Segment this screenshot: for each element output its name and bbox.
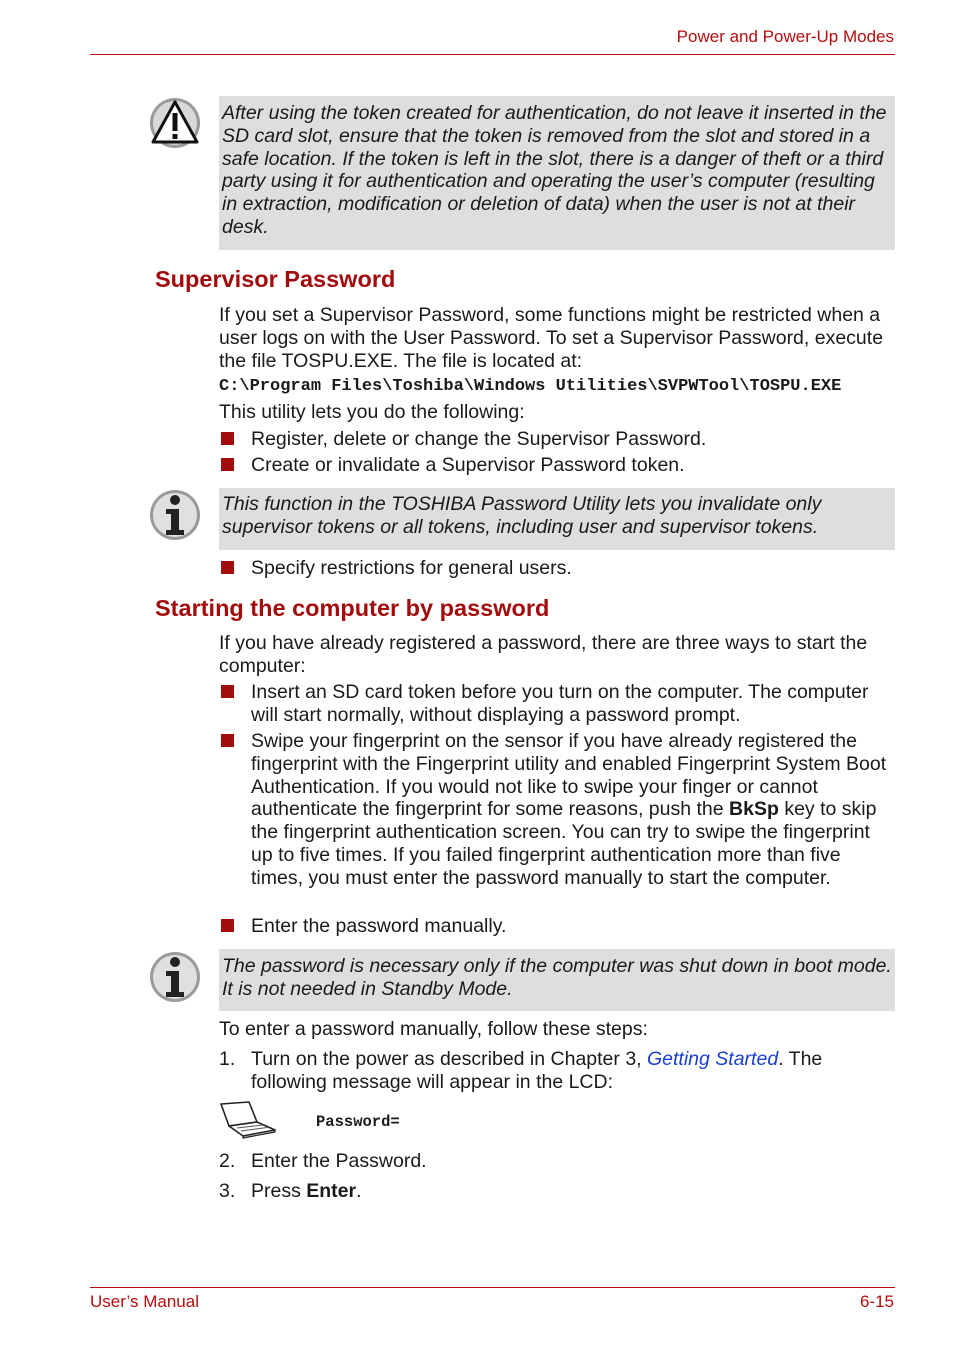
- footer-manual-title: User’s Manual: [90, 1292, 199, 1311]
- list-item: Register, delete or change the Supervisor Password.: [251, 428, 707, 450]
- step-item: Turn on the power as described in Chapter 3, Getting Started. The following message will appear in the LCD:: [251, 1048, 823, 1093]
- step-item: Enter the Password.: [251, 1150, 427, 1172]
- key-bksp: BkSp: [729, 798, 779, 821]
- supervisor-intro: If you set a Supervisor Password, some functions might be restricted when a user logs on with the User Password. To set a Supervisor Password, execute the file TOSPU.EXE. The file is located at:: [219, 304, 884, 372]
- starting-intro: If you have already registered a password, there are three ways to start the computer:: [219, 632, 868, 677]
- page-number: 6-15: [859, 1292, 894, 1311]
- section-heading-starting-computer: Starting the computer by password: [155, 595, 550, 621]
- info-icon: [148, 950, 202, 1004]
- list-item: Create or invalidate a Supervisor Password token.: [251, 454, 685, 476]
- list-item: Swipe your fingerprint on the sensor if you have already registered the fingerprint with the Fingerprint utility and enabled Fingerprint System Boot Authentication. If you would not like to swipe your finger or cannot authenticate the fingerprint for some reasons, push the BkSp key to skip the fingerprint authentication screen. You can try to swipe the fingerprint up to five times. If you failed fingerprint authentication more than five times, you must enter the password manually to start the computer.: [251, 730, 887, 889]
- running-header: Power and Power-Up Modes: [676, 27, 894, 46]
- bullet-marker: [221, 919, 234, 932]
- warning-icon: [148, 96, 202, 150]
- info-note-text: The password is necessary only if the computer was shut down in boot mode. It is not needed in Standby Mode.: [222, 955, 892, 1000]
- footer-rule: [90, 1287, 895, 1288]
- key-enter: Enter: [306, 1180, 357, 1202]
- section-heading-supervisor-password: Supervisor Password: [155, 266, 396, 292]
- bullet-marker: [221, 685, 234, 698]
- bullet-marker: [221, 561, 234, 574]
- bullet-marker: [221, 432, 234, 445]
- list-item: Insert an SD card token before you turn on the computer. The computer will start normally, without displaying a password prompt.: [251, 681, 869, 726]
- file-path: C:\Program Files\Toshiba\Windows Utilities\SVPWTool\TOSPU.EXE: [219, 377, 842, 396]
- lcd-message: Password=: [316, 1113, 400, 1131]
- list-item: Specify restrictions for general users.: [251, 557, 572, 579]
- laptop-icon: [217, 1100, 277, 1140]
- list-item: Enter the password manually.: [251, 915, 507, 937]
- step-number: 2.: [219, 1150, 236, 1172]
- info-note-text: This function in the TOSHIBA Password Utility lets you invalidate only supervisor tokens or all tokens, including user and supervisor tokens.: [222, 493, 822, 538]
- supervisor-lead: This utility lets you do the following:: [219, 401, 525, 423]
- header-rule: [90, 54, 895, 55]
- warning-note-text: After using the token created for authentication, do not leave it inserted in the SD card slot, ensure that the token is removed from the slot and stored in a safe location. If the token is left in the slot, there is a danger of theft or a third party using it for authentication and operating the user’s computer (resulting in extraction, modification or deletion of data) when the user is not at their desk.: [222, 102, 887, 238]
- bullet-marker: [221, 458, 234, 471]
- steps-lead: To enter a password manually, follow these steps:: [219, 1018, 648, 1040]
- getting-started-link[interactable]: Getting Started: [647, 1048, 779, 1070]
- step-item: Press Enter.: [251, 1180, 362, 1202]
- step-number: 1.: [219, 1048, 236, 1070]
- info-icon: [148, 488, 202, 542]
- bullet-marker: [221, 734, 234, 747]
- step-number: 3.: [219, 1180, 236, 1202]
